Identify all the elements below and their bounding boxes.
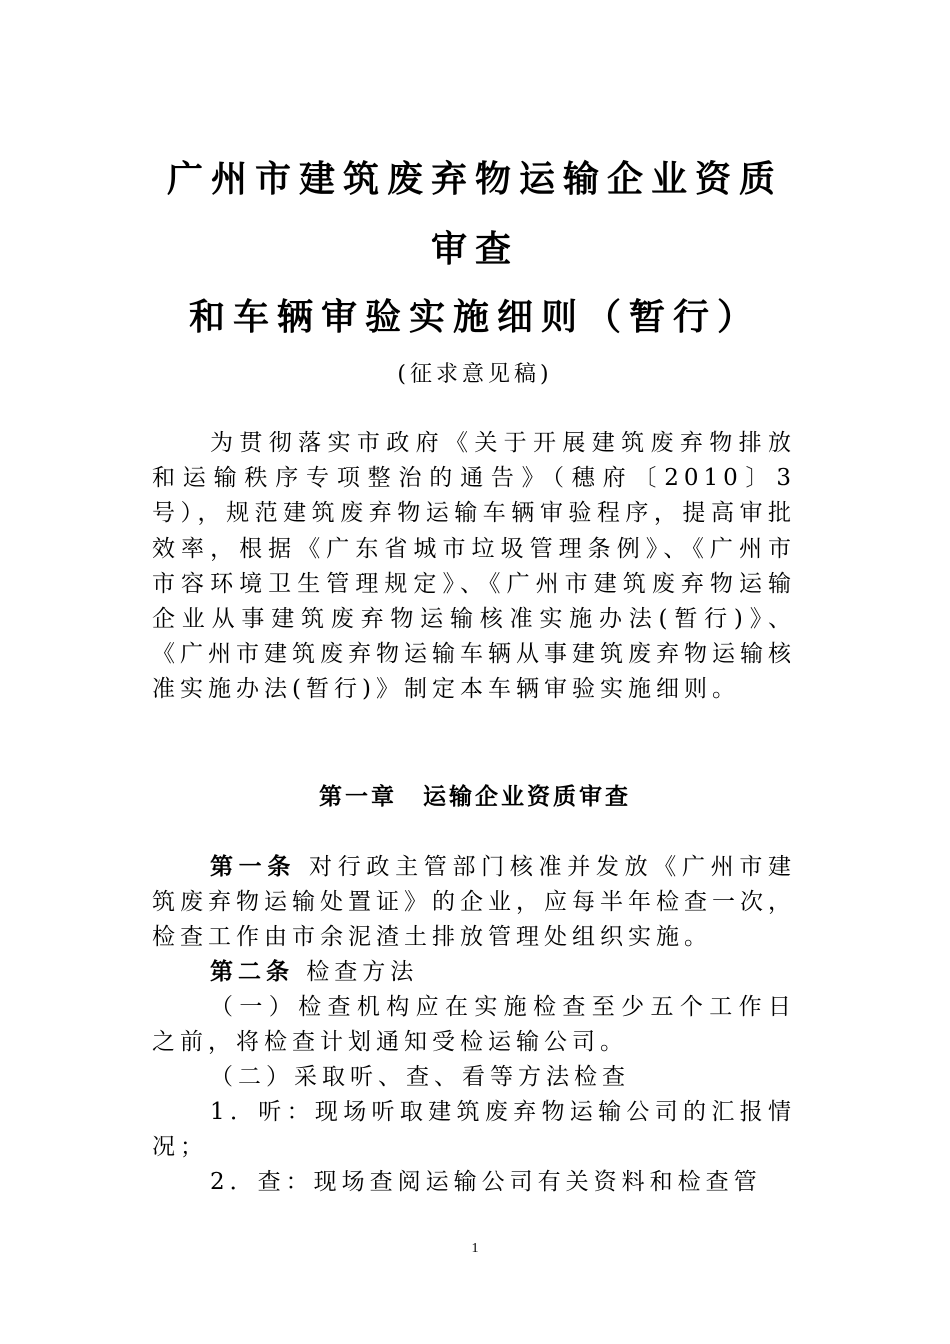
article-1 bbox=[152, 850, 796, 956]
document-subtitle: (征求意见稿) bbox=[397, 362, 553, 387]
document-title-line-2: 审查 bbox=[430, 229, 519, 270]
article-1-text: 对行政主管部门核准并发放《广州市建筑废弃物运输处置证》的企业，应每半年检查一次，检查工作由市余泥渣土排放管理处组织实施。 bbox=[152, 854, 797, 951]
intro-paragraph: 为贯彻落实市政府《关于开展建筑废弃物排放和运输秩序专项整治的通告》（穗府〔2010〕3号），规范建筑废弃物运输车辆审验程序，提高审批效率，根据《广东省城市垃圾管理条例》、《广州市市容环境卫生管理规定》、《广州市建筑废弃物运输企业从事建筑废弃物运输核准实施办法(暂行)》、《广州市建筑废弃物运输车辆从事建筑废弃物运输核准实施办法(暂行)》制定本车辆审验实施细则。 bbox=[152, 430, 796, 703]
page-number: 1 bbox=[471, 1241, 479, 1256]
article-2-item-2: （二）采取听、查、看等方法检查 bbox=[210, 1064, 630, 1090]
article-1-label: 第一条 bbox=[210, 854, 297, 880]
article-2-label: 第二条 bbox=[210, 959, 294, 985]
article-2-subitem-2: 2．查：现场查阅运输公司有关资料和检查管 bbox=[210, 1169, 762, 1195]
document-title-line-3: 和车辆审验实施细则（暂行） bbox=[188, 297, 761, 338]
article-2-item-1: （一）检查机构应在实施检查至少五个工作日之前，将检查计划通知受检运输公司。 bbox=[152, 994, 796, 1056]
article-2-text: 检查方法 bbox=[294, 959, 419, 985]
chapter-heading: 第一章 运输企业资质审查 bbox=[319, 784, 631, 810]
document-title-line-1: 广州市建筑废弃物运输企业资质 bbox=[166, 159, 783, 200]
article-2-subitem-1: 1．听：现场听取建筑废弃物运输公司的汇报情况； bbox=[152, 1099, 796, 1161]
article-2 bbox=[152, 955, 796, 990]
